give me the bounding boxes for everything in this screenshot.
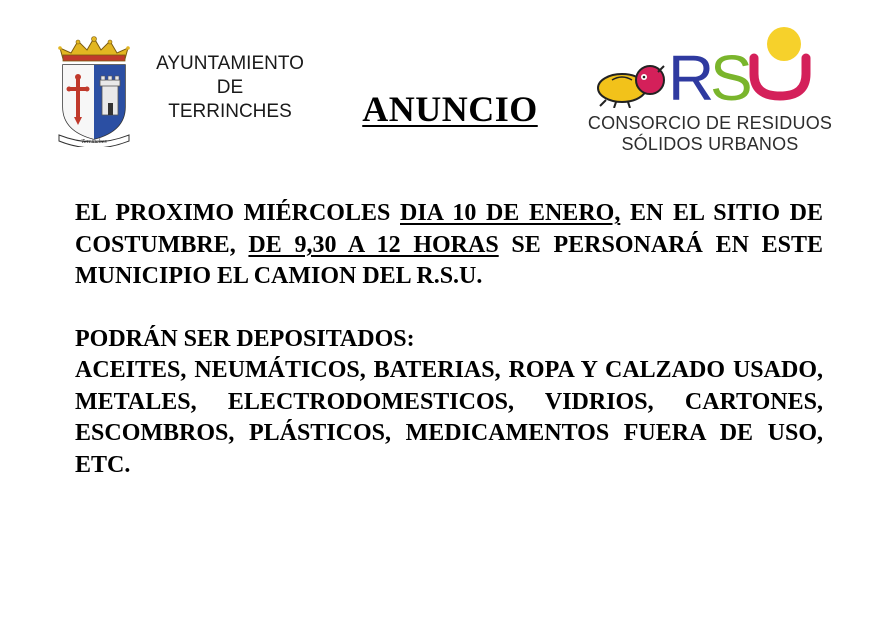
sun-icon: [767, 27, 801, 61]
ladybug-icon: [598, 66, 664, 108]
terrinches-coat-of-arms: [55, 35, 133, 147]
notice-body: [75, 198, 823, 481]
ayuntamiento-name: [140, 52, 320, 124]
tower-icon: [100, 76, 120, 115]
rsu-letter-r: R: [668, 42, 715, 108]
rsu-caption-line-1: CONSORCIO DE RESIDUOS: [587, 113, 833, 133]
ayuntamiento-line-3: TERRINCHES: [168, 101, 292, 122]
notice-paragraph-2-heading: PODRÁN SER DEPOSITADOS:: [75, 325, 415, 352]
announcement-title: ANUNCIO: [362, 89, 538, 129]
rsu-letter-u: [754, 58, 806, 96]
rsu-caption-line-2: SÓLIDOS URBANOS: [621, 134, 799, 154]
ayuntamiento-line-1: AYUNTAMIENTO: [156, 53, 304, 74]
notice-paragraph-2-list: ACEITES, NEUMÁTICOS, BATERIAS, ROPA Y CALZADO USADO, METALES, ELECTRODOMESTICOS, VIDRIOS, CARTONES, ESCOMBROS, PLÁSTICOS, MEDICAMENTOS FUERA DE USO, ETC.: [75, 357, 823, 478]
notice-p1-part1: EL PROXIMO MIÉRCOLES: [75, 200, 400, 226]
rsu-letter-s: S: [710, 42, 753, 108]
ribbon-text: Terrinches: [81, 139, 107, 145]
notice-paragraph-1: [75, 198, 823, 293]
notice-hours: DE 9,30 A 12 HORAS: [248, 231, 499, 258]
rsu-caption: [560, 113, 860, 155]
notice-date: DIA 10 DE ENERO,: [400, 200, 621, 226]
shield-icon: [63, 65, 125, 139]
rsu-logo: [592, 22, 832, 108]
ayuntamiento-line-2: DE: [216, 77, 244, 98]
crown-icon: [58, 37, 130, 62]
notice-p1-part3: SE PERSONARÁ EN ESTE MUNICIPIO EL CAMION DEL R.S.U.: [75, 231, 824, 289]
notice-p1-part2: EN EL SITIO DE COSTUMBRE,: [75, 200, 824, 258]
